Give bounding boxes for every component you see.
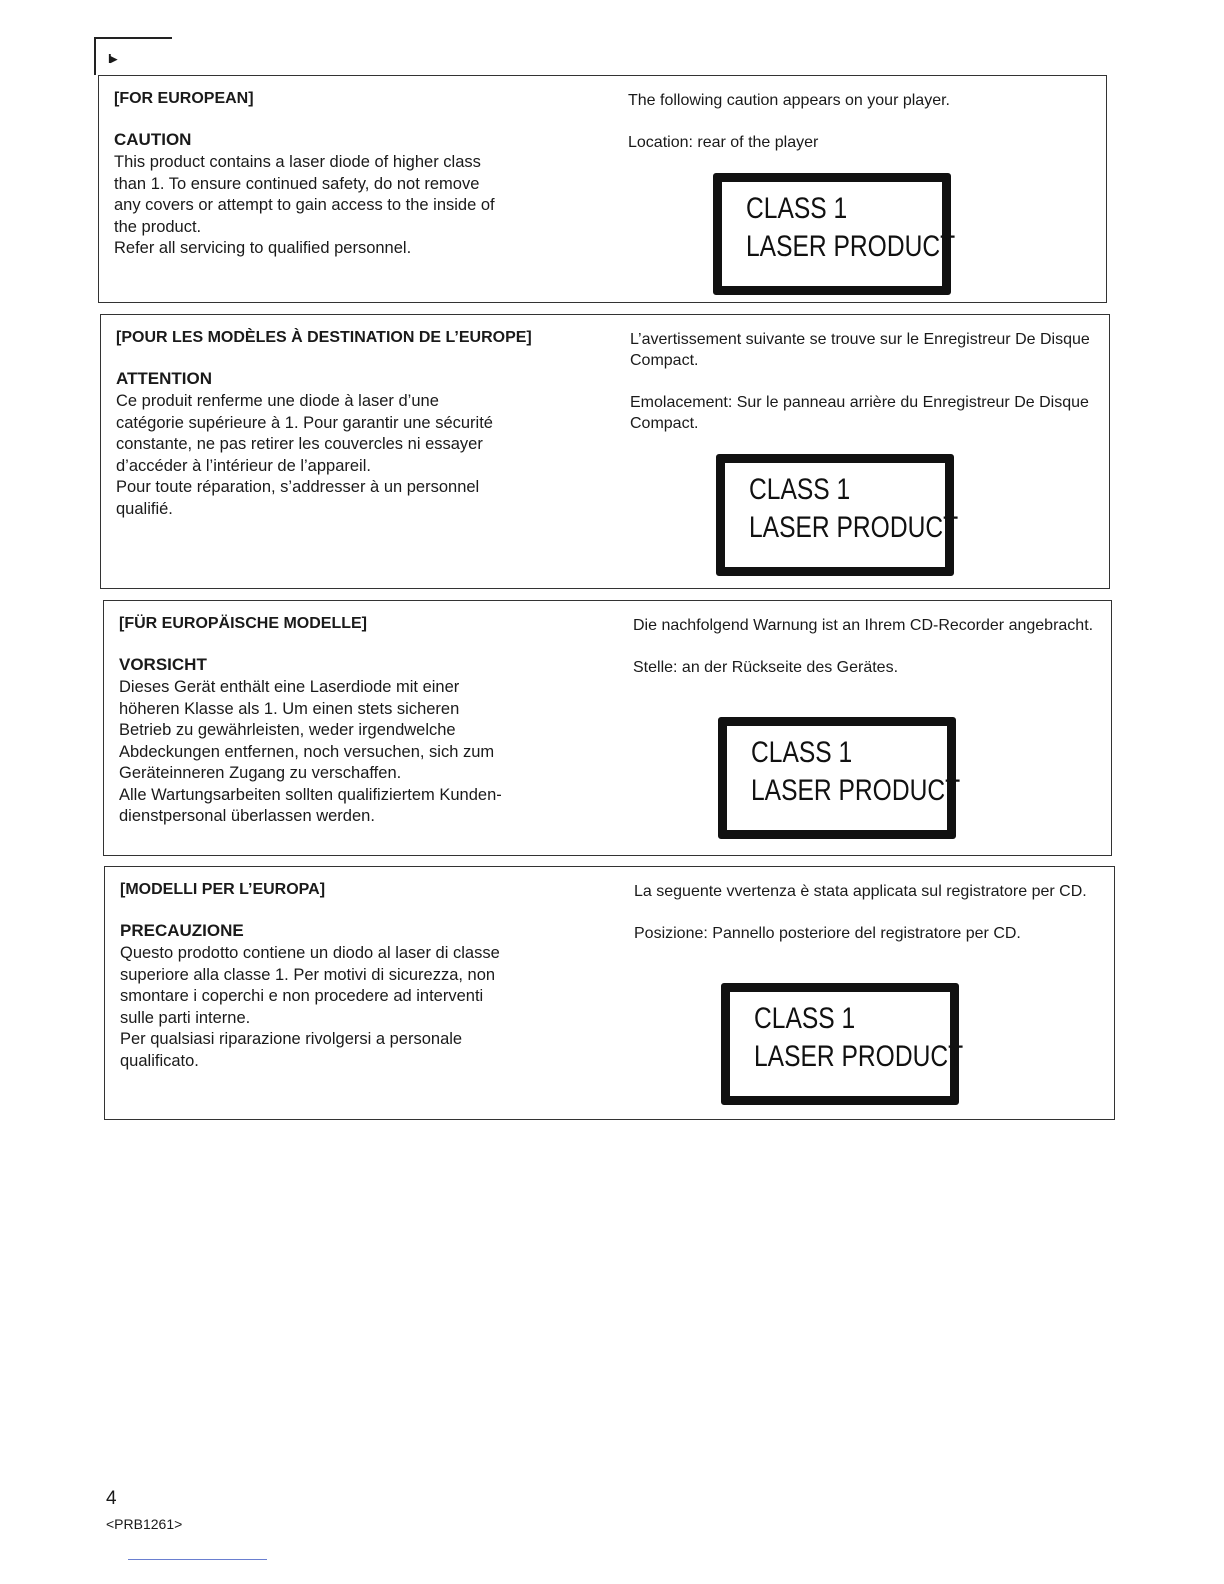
caution-title: CAUTION: [114, 130, 192, 149]
notice-text: Die nachfolgend Warnung ist an Ihrem CD-Recorder angebracht.: [633, 617, 1094, 634]
section-english: [98, 75, 1107, 303]
caution-column: [114, 90, 584, 260]
section-french: [100, 314, 1110, 589]
laser-class-label: [718, 717, 961, 839]
label-product-line: LASER PRODUCT: [749, 511, 959, 544]
region-heading: [FOR EUROPEAN]: [114, 90, 254, 107]
notice-text: L’avertissement suivante se trouve sur le Enregistreur De Disque Compact.: [630, 331, 1090, 369]
notice-text: La seguente vvertenza è stata applicata sul registratore per CD.: [634, 883, 1087, 900]
label-info-column: [628, 90, 1103, 174]
caution-column: [116, 329, 586, 520]
location-text: Emolacement: Sur le panneau arrière du Enregistreur De Disque Compact.: [630, 394, 1089, 432]
document-code: <PRB1261>: [106, 1516, 183, 1532]
laser-class-label: [721, 983, 964, 1105]
section-german: [103, 600, 1112, 856]
label-info-column: [630, 329, 1105, 455]
label-class-line: CLASS 1: [751, 736, 853, 769]
caution-title: ATTENTION: [116, 369, 213, 388]
location-text: Location: rear of the player: [628, 134, 819, 151]
label-info-column: [634, 881, 1109, 965]
section-italian: [104, 866, 1115, 1120]
location-text: Stelle: an der Rückseite des Gerätes.: [633, 659, 899, 676]
label-info-column: [633, 615, 1108, 699]
region-heading: [FÜR EUROPÄISCHE MODELLE]: [119, 615, 367, 632]
location-text: Posizione: Pannello posteriore del registratore per CD.: [634, 925, 1021, 942]
label-class-line: CLASS 1: [754, 1002, 856, 1035]
page-number: 4: [106, 1488, 117, 1509]
caution-title: PRECAUZIONE: [120, 921, 244, 940]
region-heading: [POUR LES MODÈLES À DESTINATION DE L’EUROPE]: [116, 329, 532, 346]
notice-text: The following caution appears on your player.: [628, 92, 950, 109]
caution-body: Questo prodotto contiene un diodo al laser di classe superiore alla classe 1. Per motivi di sicurezza, non smontare i coperchi e non procedere ad interventi sulle parti interne. Per qualsiasi riparazione rivolgersi a personale qualificato.: [120, 944, 500, 1070]
laser-class-label: [716, 454, 959, 576]
label-product-line: LASER PRODUCT: [754, 1040, 964, 1073]
region-heading: [MODELLI PER L’EUROPA]: [120, 881, 326, 898]
caution-body: This product contains a laser diode of higher class than 1. To ensure continued safety, do not remove any covers or attempt to gain access to the inside of the product. Refer all servicing to qualified personnel.: [114, 153, 495, 257]
laser-class-label: [713, 173, 956, 295]
caution-body: Dieses Gerät enthält eine Laserdiode mit einer höheren Klasse als 1. Um einen stets sicheren Betrieb zu gewährleisten, weder irgendwelche Abdeckungen entfernen, noch versuchen, sich zum Geräteinneren Zugang zu verschaffen. Alle Wartungsarbeiten sollten qualifiziertem Kunden- dienstpersonal überlassen werden.: [119, 678, 502, 825]
label-product-line: LASER PRODUCT: [751, 774, 961, 807]
caution-column: [119, 615, 589, 828]
caution-title: VORSICHT: [119, 655, 207, 674]
label-class-line: CLASS 1: [746, 192, 848, 225]
caution-body: Ce produit renferme une diode à laser d’une catégorie supérieure à 1. Pour garantir une sécurité constante, ne pas retirer les couvercles ni essayer d’accéder à l’intérieur de l’appareil. Pour toute réparation, s’addresser à un personnel qualifié.: [116, 392, 493, 518]
corner-crop-mark: [94, 37, 172, 75]
corner-mark-glyph: I▸: [108, 51, 117, 66]
caution-column: [120, 881, 590, 1072]
label-class-line: CLASS 1: [749, 473, 851, 506]
label-product-line: LASER PRODUCT: [746, 230, 956, 263]
footer-rule: [128, 1559, 267, 1560]
